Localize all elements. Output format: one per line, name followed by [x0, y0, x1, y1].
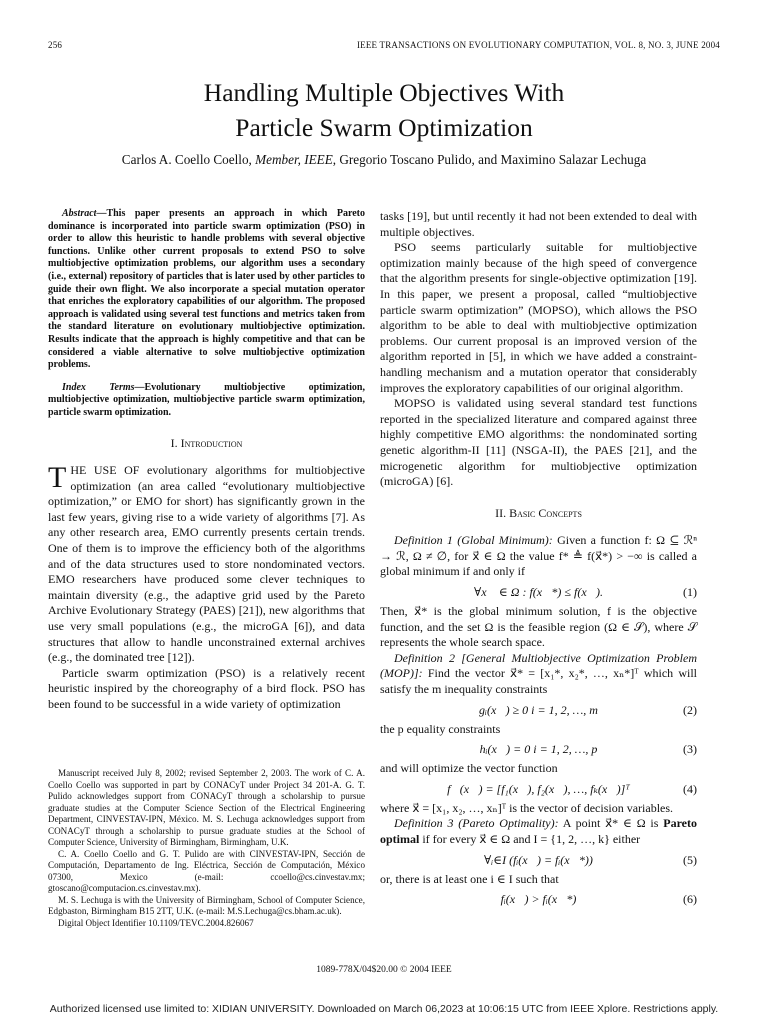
- intro-continuation: tasks [19], but until recently it had not been extended to deal with multiple objectives.: [380, 209, 697, 239]
- author-others: , Gregorio Toscano Pulido, and Maximino Salazar Lechuga: [332, 152, 647, 167]
- author-line: Carlos A. Coello Coello, Member, IEEE, Gregorio Toscano Pulido, and Maximino Salazar Lechuga: [121, 152, 647, 167]
- paper-title-line-1: Handling Multiple Objectives With: [203, 78, 565, 107]
- index-terms-text: —Evolutionary multiobjective optimization, multiobjective optimization, multiobjective particle swarm optimization, particle swarm optimization.: [48, 381, 365, 418]
- intro-paragraph-2: Particle swarm optimization (PSO) is a relatively recent heuristic inspired by the choreography of a bird flock. PSO has been found to be successful in a wide variety of optimization: [48, 665, 365, 711]
- running-header: IEEE TRANSACTIONS ON EVOLUTIONARY COMPUTATION, VOL. 8, NO. 3, JUNE 2004: [356, 40, 720, 50]
- equation-2: gᵢ(x⃗) ≥ 0 i = 1, 2, …, m (2): [380, 698, 697, 722]
- section-2-heading: II. Basic Concepts: [495, 505, 582, 520]
- pareto-optimal-term: Pareto optimal: [380, 816, 697, 846]
- definition-3: Definition 3 (Pareto Optimality): A point x⃗* ∈ Ω is Pareto optimal if for every x⃗ ∈ Ω and I = {1, 2, …, k} either: [380, 816, 697, 846]
- equation-2-number: (2): [683, 702, 697, 717]
- definition-1: Definition 1 (Global Minimum): Given a function f: Ω ⊆ ℛⁿ → ℛ, Ω ≠ ∅, for x⃗ ∈ Ω the value f* ≜ f(x⃗*) > −∞ is called a global minimum if and only if: [380, 533, 697, 579]
- equation-6-number: (6): [683, 892, 697, 907]
- index-terms-label: Index Terms: [62, 381, 135, 393]
- definition-2: Definition 2 [General Multiobjective Optimization Problem (MOP)]: Find the vector x⃗* = [x₁*, x₂*, …, xₙ*]ᵀ which will satisfy the m inequality constraints: [380, 650, 697, 697]
- definition-1-explanation: Then, x⃗* is the global minimum solution, f is the objective function, and the set Ω is the feasible region (Ω ∈ 𝒮), where 𝒮 represents the whole search space.: [380, 604, 697, 650]
- equation-3: hᵢ(x⃗) = 0 i = 1, 2, …, p (3): [380, 737, 697, 761]
- license-notice: Authorized licensed use limited to: XIDIAN UNIVERSITY. Downloaded on March 06,2023 at 10:06:15 UTC from IEEE Xplore. Restrictions apply.: [49, 1003, 719, 1015]
- vector-function-text: and will optimize the vector function: [380, 761, 558, 776]
- intro-paragraph-4: MOPSO is validated using several standard test functions reported in the specialized literature and compared against three highly competitive EMO algorithms: the nondominated sorting genetic algorithm-II [11] (NSGA-II), the PAES [21], and the microgenetic algorithm for multiobjective optimization (microGA) [6].: [380, 396, 697, 489]
- right-column: [380, 209, 697, 911]
- footnote-affiliation-1: C. A. Coello Coello and G. T. Pulido are with CINVESTAV-IPN, Sección de Computación, Departamento de Ing. Eléctrica, Sección de Computación, México 07300, Mexico (e-mail: ccoello@cs.cinvestav.mx; gtoscano@computacion.cs.cinvestav.mx).: [48, 848, 365, 893]
- decision-variables-text: where x⃗ = [x₁, x₂, …, xₙ]ᵀ is the vector of decision variables.: [380, 800, 674, 815]
- equation-5: ∀ᵢ∈I (fᵢ(x⃗) = fᵢ(x⃗*)) (5): [380, 848, 697, 872]
- equality-constraints-text: the p equality constraints: [380, 721, 501, 736]
- abstract-text: —This paper presents an approach in which Pareto dominance is incorporated into particle swarm optimization (PSO) in order to allow this heuristic to handle problems with several objective functions. Unlike other current proposals to extend PSO to solve multiobjective optimization problems, our algorithm uses a secondary (i.e., external) repository of particles that is later used by other particles to guide their own flight. We also incorporate a special mutation operator that enriches the exploratory capabilities of our algorithm. The proposed approach is validated using several test functions and metrics taken from the standard literature on evolutionary multiobjective optimization. Results indicate that the approach is highly competitive and that can be considered a viable alternative to solve multiobjective optimization problems.: [48, 208, 365, 371]
- section-1-heading: I. Introduction: [170, 435, 243, 450]
- abstract-label: Abstract: [62, 208, 97, 219]
- equation-5-number: (5): [683, 852, 697, 867]
- equation-4-number: (4): [683, 781, 697, 796]
- doi: Digital Object Identifier 10.1109/TEVC.2004.826067: [58, 917, 254, 928]
- author-1-role: Member, IEEE: [255, 152, 333, 167]
- page-number: 256: [48, 40, 63, 50]
- left-column: [48, 208, 365, 713]
- abstract: [48, 208, 365, 420]
- author-1: Carlos A. Coello Coello: [121, 152, 249, 167]
- equation-4: f⃗(x⃗) = [f₁(x⃗), f₂(x⃗), …, fₖ(x⃗)]ᵀ (4): [380, 777, 697, 801]
- equation-1-number: (1): [683, 585, 697, 600]
- intro-paragraph-1: THE USE OF evolutionary algorithms for multiobjective optimization (an area called “evolutionary multiobjective optimization,” or EMO for short) has significantly grown in the last few years, giving rise to a wide variety of algorithms [7]. As any other research area, EMO currently presents certain trends. One of them is to improve the efficiency both of the algorithms and of the data structures used to store nondominated vectors. EMO researchers have produced some clever techniques to maintain diversity (e.g., the adaptive grid used by the Pareto Archive Evolutionary Strategy (PAES) [21]), new algorithms that use very small populations (e.g., the microGA [6]), and data structures that allow to handle unconstrained external archives (e.g., the dominated tree [12]).: [48, 461, 365, 665]
- equation-6: fᵢ(x⃗) > fᵢ(x⃗*) (6): [380, 887, 697, 911]
- at-least-one-text: or, there is at least one i ∈ I such that: [380, 871, 559, 886]
- footnotes: [48, 768, 365, 929]
- equation-3-number: (3): [683, 742, 697, 757]
- copyright-line: 1089-778X/04$20.00 © 2004 IEEE: [316, 965, 452, 975]
- drop-cap: T: [48, 461, 67, 495]
- intro-paragraph-3: PSO seems particularly suitable for multiobjective optimization mainly because of the high speed of convergence that the algorithm presents for single-objective optimization [19]. In this paper, we present a proposal, called “multiobjective particle swarm optimization” (MOPSO), which allows the PSO algorithm to be able to deal with multiobjective optimization problems. Our current proposal is an improved version of the algorithm reported in [5], in which we have added a constraint-handling mechanism and a mutation operator that considerably improves the exploratory capabilities of our original algorithm.: [380, 240, 697, 395]
- paper-title-line-2: Particle Swarm Optimization: [235, 113, 533, 142]
- equation-1: ∀x⃗ ∈ Ω : f(x⃗*) ≤ f(x⃗). (1): [380, 580, 697, 604]
- footnote-affiliation-2: M. S. Lechuga is with the University of Birmingham, School of Computer Science, Edgbaston, Birmingham B15 2TT, U.K. (e-mail: M.S.Lechuga@cs.bham.ac.uk).: [48, 894, 365, 916]
- footnote-manuscript: Manuscript received July 8, 2002; revised September 2, 2003. The work of C. A. Coello Coello was supported in part by CONACyT under Project 34 201-A. G. T. Pulido acknowledges support from CONACyT through a scholarship to pursue graduate studies at the Computer Science Section of the Electrical Engineering Department, CINVESTAV-IPN, México. M. S. Lechuga acknowledges support from CONACyT through a scholarship to pursue graduate studies at the School of Computer Science, University of Birmingham, Birmingham, U.K.: [48, 768, 365, 847]
